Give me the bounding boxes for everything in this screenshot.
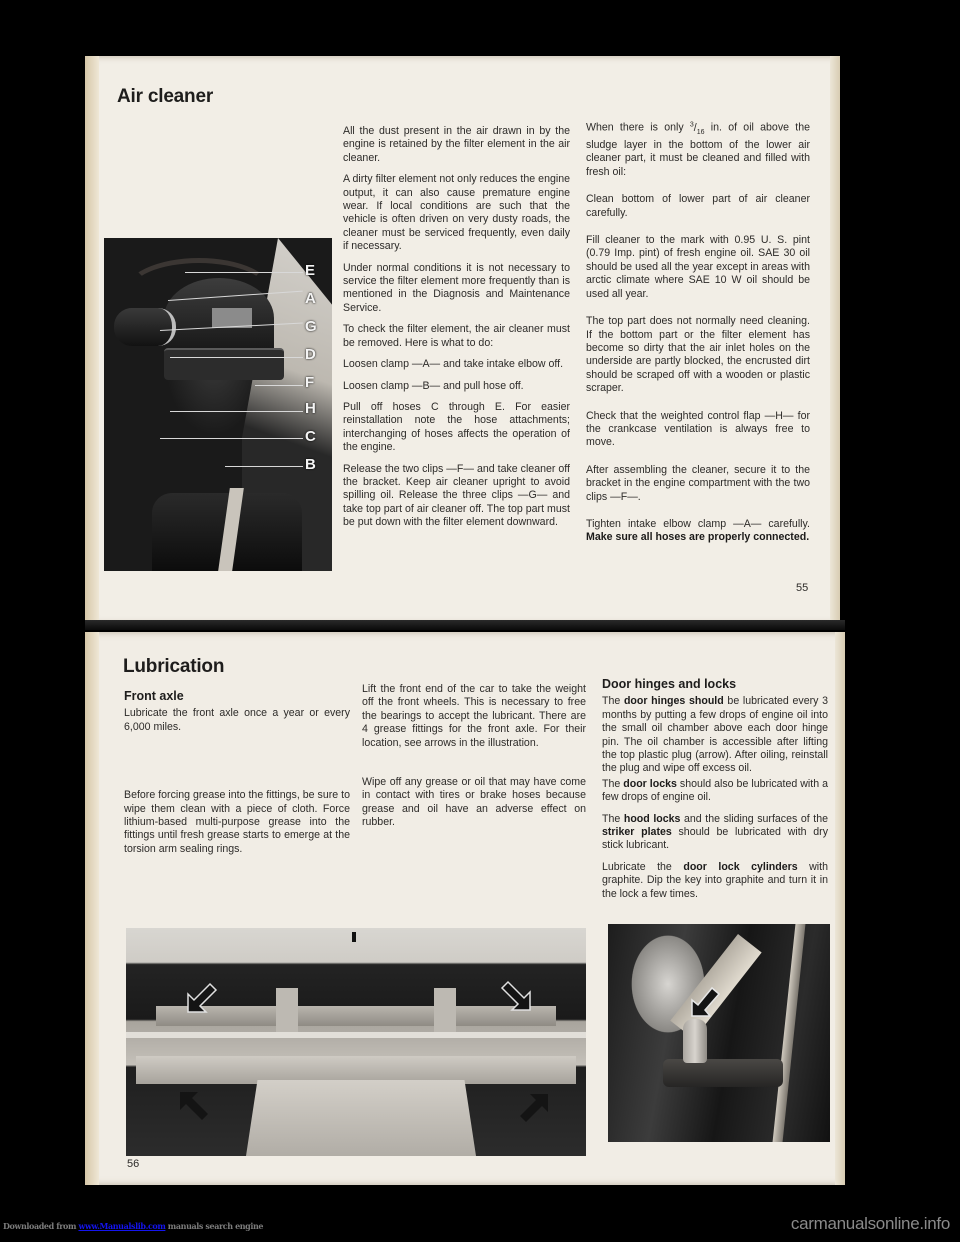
front-axle-column (124, 690, 350, 864)
paragraph: Tighten intake elbow clamp —A— carefully. Make sure all hoses are properly connected. (586, 517, 810, 544)
page-edge-right (835, 632, 845, 1185)
paragraph: Lift the front end of the car to take the weight off the front wheels. This is necessary to free the bearings to accept the lubricant. There are 4 grease fittings for the front axle. For their location, see arrows in the illustration. (362, 683, 586, 749)
paragraph: Check that the weighted control flap —H— for the crankcase ventilation is always free to move. (586, 409, 810, 449)
page-number-56: 56 (127, 1158, 140, 1170)
paragraph: Release the two clips —F— and take cleaner off the bracket. Keep air cleaner upright to avoid spilling oil. Release the three clips —G— and take top part of air cleaner off. The top part must be put down with the filter element downward. (343, 462, 570, 529)
stabilizer-bar (126, 1032, 586, 1038)
paragraph: After assembling the cleaner, secure it to the bracket in the engine compartment with the two clips —F—. (586, 463, 810, 503)
paragraph: Lubricate the door lock cylinders with graphite. Dip the key into graphite and turn it in the lock a few times. (602, 860, 828, 900)
paragraph: To check the filter element, the air cleaner must be removed. Here is what to do: (343, 323, 570, 349)
paragraph: When there is only $^3/_{16}$ in. of oil above the sludge layer in the bottom of the lower air cleaner part, it must be cleaned and filled with fresh oil: (586, 121, 810, 178)
subheading-front-axle: Front axle (124, 689, 184, 703)
arrow-down-left-icon (184, 980, 220, 1016)
arrow-up-right-icon (516, 1090, 552, 1126)
paragraph: A dirty filter element not only reduces the engine output, it can also cause premature engine wear. If local conditions are such that the vehicle is often driven on very dusty roads, the cleaner must be serviced frequently, even daily if necessary. (343, 173, 570, 253)
lubrication-column-2 (362, 683, 586, 838)
page-edge-right (830, 56, 840, 624)
page-number-55: 55 (796, 582, 809, 594)
paragraph: The hood locks and the sliding surfaces of the striker plates should be lubricated with dry stick lubricant. (602, 812, 829, 852)
paragraph: Lubricate the front axle once a year or every 6,000 miles. (124, 707, 350, 733)
manualslib-link[interactable]: www.Manualslib.com (78, 1221, 166, 1231)
arrow-down-right-icon (498, 978, 534, 1014)
callout-c: C (305, 428, 316, 445)
callout-g: G (305, 318, 317, 335)
hinge-pin (683, 1019, 707, 1063)
paragraph: Under normal conditions it is not necessary to service the filter element more frequently than is mentioned in the Diagnosis and Maintenance Service. (343, 261, 570, 314)
door-hinge (663, 1059, 783, 1087)
door-hinges-column (602, 678, 828, 909)
paragraph: Pull off hoses C through E. For easier reinstallation note the hose attachments; interchanging of hoses affects the operation of the engine. (343, 400, 570, 454)
arrow-down-left-icon (688, 984, 722, 1020)
arrow-up-left-icon (176, 1088, 212, 1124)
page-edge-left (85, 632, 99, 1185)
callout-f: F (305, 374, 315, 391)
subheading-door-hinges: Door hinges and locks (602, 677, 737, 691)
paragraph: Fill cleaner to the mark with 0.95 U. S. pint (0.79 Imp. pint) of fresh engine oil. SAE 30 oil should be used all the year except in areas with arctic climate where SAE 10 W oil should be used all year. (586, 234, 810, 300)
callout-h: H (305, 400, 316, 417)
paragraph: Loosen clamp —B— and pull hose off. (343, 379, 524, 392)
callout-a: A (305, 290, 316, 307)
footer (0, 1212, 960, 1242)
callout-e: E (305, 262, 316, 279)
paragraph: Before forcing grease into the fittings, be sure to wipe them clean with a piece of cloth. Force lithium-based multi-purpose grease into the fittings until fresh grease starts to emerge at the torsion arm sealing rings. (124, 789, 350, 855)
page-fold-shadow (85, 620, 845, 630)
section-title-lubrication: Lubrication (123, 656, 225, 677)
paragraph: The door hinges should be lubricated every 3 months by putting a few drops of engine oil into the small oil chamber above each door hinge pin. The oil chamber is accessible after lifting the top plastic plug (arrow). After oiling, reinstall the plug and wipe off excess oil. (602, 695, 828, 775)
emphasis-text: Make sure all hoses are properly connected. (586, 531, 810, 544)
paragraph: Wipe off any grease or oil that may have come in contact with tires or brake hoses because grease and oil have an adverse effect on rubber. (362, 776, 586, 829)
paragraph: The door locks should also be lubricated with a few drops of engine oil. (602, 777, 829, 804)
fraction-three-sixteenths: $^3/_{16}$ (689, 121, 705, 136)
lower-torsion-tube (136, 1056, 576, 1084)
download-credit: Downloaded from www.Manualslib.com manuals search engine (3, 1221, 264, 1231)
front-axle-photo (126, 928, 586, 1156)
axle-plate (246, 1080, 476, 1156)
door-hinge-photo (608, 924, 830, 1142)
paragraph: Loosen clamp —A— and take intake elbow off. (343, 358, 564, 371)
paragraph: All the dust present in the air drawn in by the engine is retained by the filter element in the air cleaner. (343, 125, 570, 164)
callout-d: D (305, 346, 316, 363)
air-cleaner-column-2 (586, 118, 810, 553)
watermark: carmanualsonline.info (790, 1214, 950, 1233)
paragraph: The top part does not normally need cleaning. If the bottom part or the filter element has become so dirty that the air inlet holes on the underside are partly blocked, the encrusted dirt should be scraped off with a wooden or plastic scraper. (586, 315, 810, 395)
air-cleaner-photo (104, 238, 332, 571)
section-title-air-cleaner: Air cleaner (117, 86, 214, 107)
air-cleaner-column-1 (343, 125, 570, 538)
callout-b: B (305, 456, 316, 473)
page-edge-left (85, 56, 99, 624)
paragraph: Clean bottom of lower part of air cleaner carefully. (586, 193, 810, 219)
